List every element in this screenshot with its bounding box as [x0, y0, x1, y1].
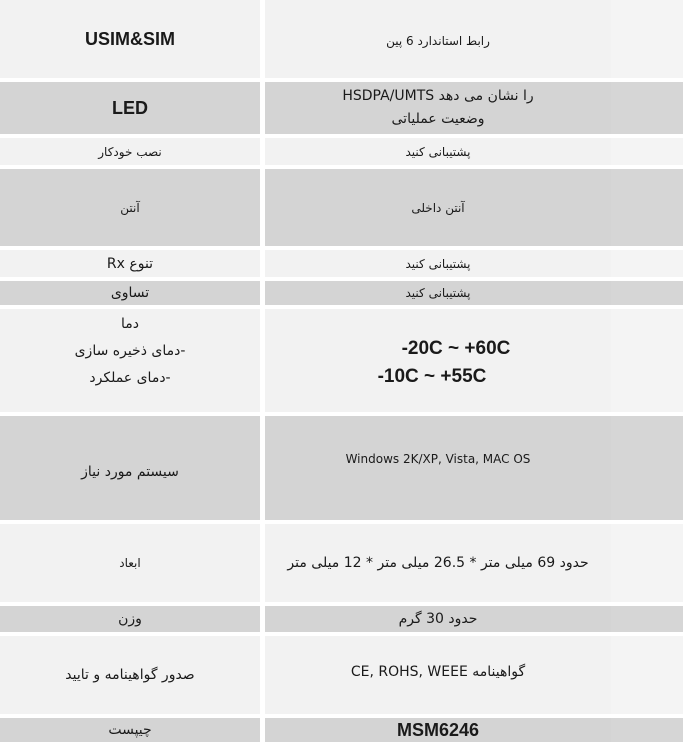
- spec-label: چیپست: [108, 722, 152, 738]
- operating-temp-range: -10C ~ +55C: [377, 366, 487, 387]
- spec-value: آنتن داخلی: [411, 200, 465, 215]
- spec-label: ابعاد: [119, 556, 141, 570]
- table-row: [0, 281, 683, 305]
- spec-value-cell: [265, 718, 611, 742]
- spec-label-cell: [0, 281, 260, 305]
- spec-value: گواهینامه CE, ROHS, WEEE: [350, 664, 526, 680]
- spec-label-cell: [0, 606, 260, 632]
- spec-label-cell: [0, 0, 260, 78]
- temperature-values: [366, 335, 511, 391]
- spec-empty-cell: [611, 82, 683, 134]
- spec-label: USIM&SIM: [85, 29, 175, 49]
- table-row: [0, 606, 683, 632]
- spec-label-cell: [0, 309, 260, 412]
- spec-label: صدور گواهینامه و تایید: [65, 667, 195, 683]
- spec-value-cell: [265, 281, 611, 305]
- spec-value-cell: [265, 250, 611, 277]
- spec-value: پشتیبانی کنید: [405, 144, 471, 159]
- spec-label: سیستم مورد نیاز: [81, 464, 179, 480]
- spec-label: آنتن: [120, 200, 140, 215]
- table-row: [0, 82, 683, 134]
- spec-value: رابط استاندارد 6 پین: [386, 34, 490, 48]
- spec-label-line: -دمای عملکرد: [89, 370, 171, 386]
- table-row: [0, 718, 683, 742]
- table-row: [0, 250, 683, 277]
- table-row: [0, 524, 683, 602]
- spec-label-cell: [0, 416, 260, 520]
- spec-value: حدود 30 گرم: [398, 611, 478, 627]
- spec-empty-cell: [611, 169, 683, 246]
- spec-label-line: -دمای ذخیره سازی: [74, 343, 186, 359]
- spec-empty-cell: [611, 309, 683, 412]
- spec-label: تساوی: [110, 285, 150, 301]
- table-row: [0, 309, 683, 412]
- spec-value-cell: [265, 309, 611, 412]
- table-row: [0, 636, 683, 714]
- spec-label-cell: [0, 718, 260, 742]
- spec-label: تنوع Rx: [106, 255, 154, 272]
- spec-empty-cell: [611, 636, 683, 714]
- spec-value-cell: [265, 169, 611, 246]
- spec-label: نصب خودکار: [98, 144, 162, 159]
- spec-value: پشتیبانی کنید: [405, 286, 471, 300]
- spec-value: پشتیبانی کنید: [405, 256, 471, 271]
- spec-label-cell: [0, 169, 260, 246]
- spec-value-cell: [265, 636, 611, 714]
- spec-label-cell: [0, 138, 260, 165]
- spec-empty-cell: [611, 524, 683, 602]
- spec-empty-cell: [611, 138, 683, 165]
- spec-value-cell: [265, 138, 611, 165]
- spec-empty-cell: [611, 250, 683, 277]
- table-row: [0, 416, 683, 520]
- table-row: [0, 138, 683, 165]
- spec-value-line: HSDPA/UMTS را نشان می دهد: [342, 88, 534, 104]
- spec-value-line: وضعیت عملیاتی: [391, 111, 485, 127]
- spec-empty-cell: [611, 606, 683, 632]
- spec-value-cell: [265, 606, 611, 632]
- spec-value-cell: [265, 416, 611, 520]
- table-row: [0, 0, 683, 78]
- spec-empty-cell: [611, 281, 683, 305]
- spec-empty-cell: [611, 718, 683, 742]
- spec-value-cell: [265, 524, 611, 602]
- spec-label-cell: [0, 82, 260, 134]
- spec-label-cell: [0, 636, 260, 714]
- spec-label: LED: [112, 98, 148, 118]
- spec-value-cell: [265, 0, 611, 78]
- spec-value: حدود 69 میلی متر * 26.5 میلی متر * 12 میلی متر: [287, 555, 589, 571]
- spec-value: Windows 2K/XP, Vista, MAC OS: [345, 452, 531, 466]
- spec-label: وزن: [118, 611, 142, 627]
- spec-value: MSM6246: [396, 720, 480, 740]
- spec-label-cell: [0, 524, 260, 602]
- spec-value-cell: [265, 82, 611, 134]
- spec-empty-cell: [611, 416, 683, 520]
- spec-label-line: دما: [121, 316, 139, 332]
- spec-label-cell: [0, 250, 260, 277]
- table-row: [0, 169, 683, 246]
- spec-empty-cell: [611, 0, 683, 78]
- storage-temp-range: -20C ~ +60C: [401, 338, 511, 359]
